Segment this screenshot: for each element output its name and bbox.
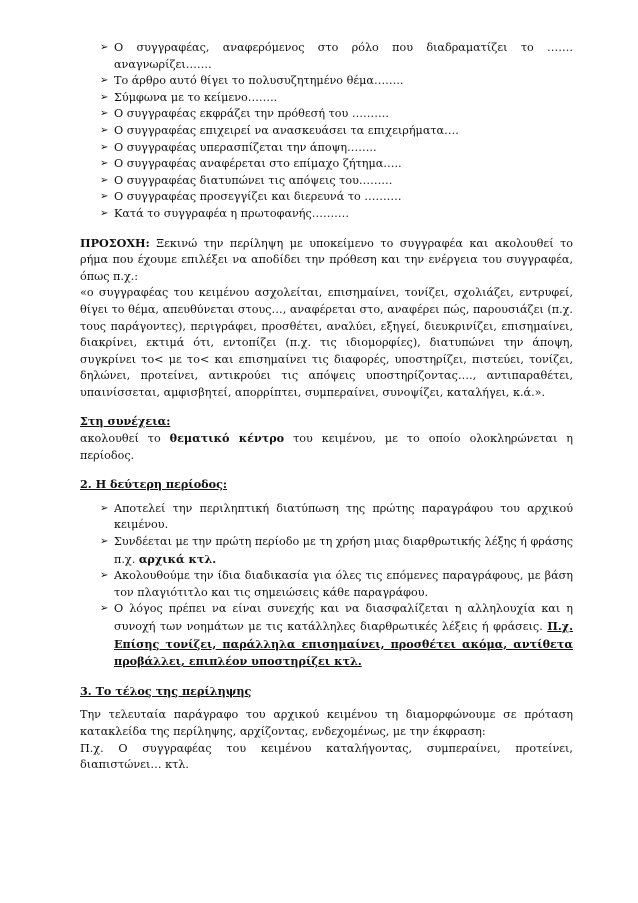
intro-bullet-list (80, 40, 573, 223)
arrow-bullet-icon: ➢ (100, 174, 109, 186)
list-item: ➢ Ο συγγραφέας επιχειρεί να ανασκευάσει τα επιχειρήματα…. (100, 123, 573, 140)
arrow-bullet-icon: ➢ (100, 75, 109, 87)
verbs-paragraph: «ο συγγραφέας του κειμένου ασχολείται, επισημαίνει, τονίζει, σχολιάζει, εντρυφεί, θίγει το θέμα, απευθύνεται στους…, αναφέρεται στο, αναφέρει πώς, παρουσιάζει (π.χ. τους παράγοντες), περιγράφει, προσθέτει, αναλύει, εξηγεί, διευκρινίζει, επισημαίνει, διακρίνει, εκτιμά ότι, εντοπίζει (π.χ. τις ιδιομορφίες), διατυπώνει την άποψη, συγκρίνει το< με το< και επισημαίνει τις διαφορές, υποστηρίζει, πιστεύει, τονίζει, δηλώνει, προτείνει, αντικρούει τις απόψεις υποστηρίζοντας…., αντιπαραθέτει, υπαινίσσεται, αμφισβητεί, απορρίπτει, συμπεραίνει, συνοψίζει, καταλήγει, κ.ά.». (80, 286, 573, 399)
section-2-heading: 2. Η δεύτερη περίοδος: (80, 477, 228, 492)
list-item: ➢ Ο συγγραφέας, αναφερόμενος στο ρόλο που διαδραματίζει το ……. αναγνωρίζει……. (100, 41, 573, 71)
list-item: ➢ Ο συγγραφέας προσεγγίζει και διερευνά το ………. (100, 189, 573, 206)
arrow-bullet-icon: ➢ (100, 91, 109, 103)
list-item: ➢ Ακολουθούμε την ίδια διαδικασία για όλες τις επόμενες παραγράφους, με βάση τον πλαγιότιτλο και τις σημειώσεις κάθε παραγράφου. (100, 569, 573, 599)
arrow-bullet-icon: ➢ (100, 191, 109, 203)
attention-label: ΠΡΟΣΟΧΗ: (80, 235, 150, 250)
list-item: ➢ Ο συγγραφέας υπερασπίζεται την άποψη…….. (100, 140, 573, 157)
section-3-heading: 3. Το τέλος της περίληψης (80, 683, 252, 698)
arrow-bullet-icon: ➢ (100, 141, 109, 153)
arrow-bullet-icon: ➢ (100, 603, 109, 615)
list-item: ➢ Ο συγγραφέας αναφέρεται στο επίμαχο ζήτημα….. (100, 156, 573, 173)
arrow-bullet-icon: ➢ (100, 536, 109, 548)
section-2-bullet-list (80, 501, 573, 671)
arrow-bullet-icon: ➢ (100, 502, 109, 514)
section-3-paragraph: Την τελευταία παράγραφο του αρχικού κειμένου τη διαμορφώνουμε σε πρόταση κατακλείδα της περίληψης, αρχίζοντας, ενδεχομένως, με την έκφραση: (80, 708, 573, 738)
list-item: ➢ Συνδέεται με την πρώτη περίοδο με τη χρήση μιας διαρθρωτικής λέξης ή φράσης π.χ. αρχικά κτλ. (100, 535, 574, 566)
list-item: ➢ Κατά το συγγραφέα η πρωτοφανής………. (100, 206, 573, 223)
list-item: ➢ Αποτελεί την περιληπτική διατύπωση της πρώτης παραγράφου του αρχικού κειμένου. (100, 501, 573, 532)
list-item: ➢ Ο συγγραφέας εκφράζει την πρόθεσή του ………. (100, 106, 573, 123)
arrow-bullet-icon: ➢ (100, 158, 109, 170)
arrow-bullet-icon: ➢ (100, 108, 109, 120)
list-item: ➢ Σύμφωνα με το κείμενο…….. (100, 90, 573, 107)
attention-text: Ξεκινώ την περίληψη με υποκείμενο το συγγραφέα και ακολουθεί το ρήμα που έχουμε επιλέξει να αποδίδει την πρόθεση και την ενέργεια του συγγραφέα, όπως π.χ.: (80, 236, 573, 283)
arrow-bullet-icon: ➢ (100, 570, 109, 582)
thematic-center-term: θεματικό κέντρο (169, 431, 285, 446)
attention-paragraph (80, 235, 573, 286)
next-heading: Στη συνέχεια: (80, 414, 171, 429)
section-3-example: Π.χ. Ο συγγραφέας του κειμένου καταλήγοντας, συμπεραίνει, προτείνει, διαπιστώνει… κτλ. (80, 741, 573, 772)
list-item: ➢ Ο λόγος πρέπει να είναι συνεχής και να διασφαλίζεται η αλληλουχία και η συνοχή των νοημάτων με τις κατάλληλες διαρθρωτικές λέξεις ή φράσεις. Π.χ. Επίσης τονίζει, παράλληλα επισημαίνει, προσθέτει ακόμα, αντίθετα προβάλλει, επιπλέον υποστηρίζει κτλ. (100, 602, 573, 669)
next-paragraph: ακολουθεί το θεματικό κέντρο του κειμένου, με το οποίο ολοκληρώνεται η περίοδος. (80, 431, 574, 462)
list-item: ➢ Το άρθρο αυτό θίγει το πολυσυζητημένο θέμα…….. (100, 73, 573, 90)
arrow-bullet-icon: ➢ (100, 207, 109, 219)
list-item: ➢ Ο συγγραφέας διατυπώνει τις απόψεις του……… (100, 173, 573, 190)
arrow-bullet-icon: ➢ (100, 124, 109, 136)
arrow-bullet-icon: ➢ (100, 42, 109, 53)
